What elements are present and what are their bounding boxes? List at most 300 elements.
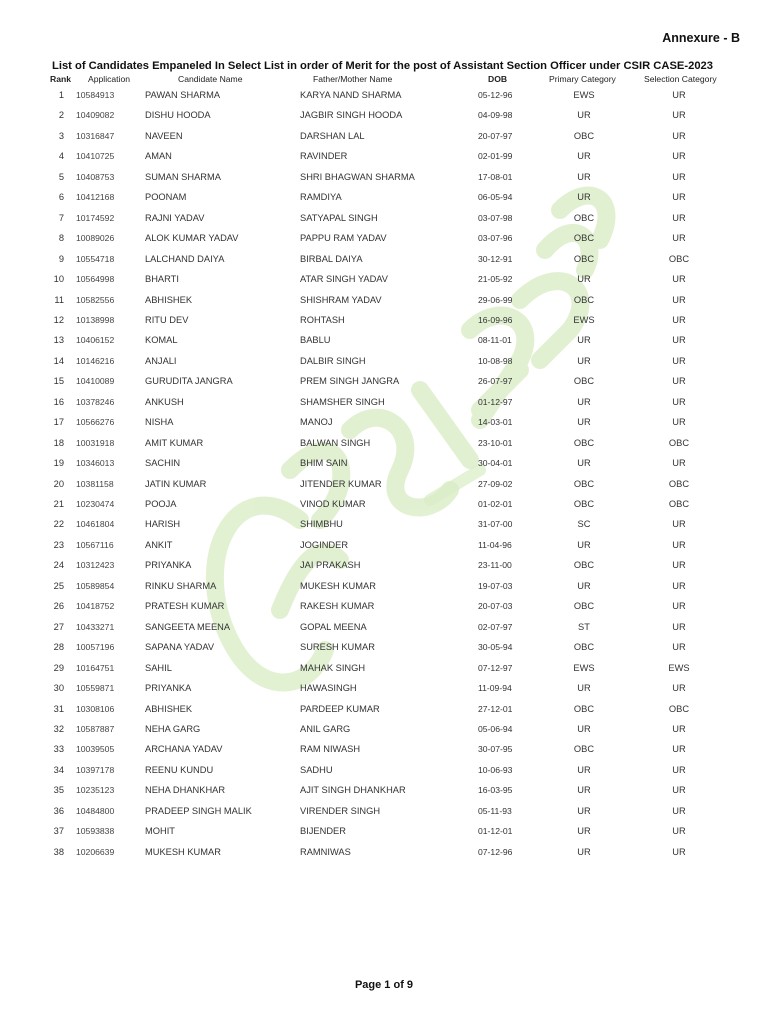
cell-application: 10316847 <box>76 130 115 141</box>
cell-candidate-name: HARISH <box>145 519 181 530</box>
cell-candidate-name: AMAN <box>145 151 172 162</box>
cell-primary-category: EWS <box>573 90 595 100</box>
cell-rank: 2 <box>58 110 64 121</box>
cell-dob: 02-01-99 <box>478 151 513 162</box>
cell-rank: 10 <box>53 274 64 285</box>
cell-selection-category: UR <box>672 764 686 775</box>
cell-application: 10089026 <box>76 233 115 244</box>
cell-rank: 12 <box>53 314 64 325</box>
cell-selection-category: UR <box>672 826 686 837</box>
cell-dob: 03-07-96 <box>478 233 513 244</box>
cell-application: 10554718 <box>76 253 115 264</box>
cell-dob: 02-07-97 <box>478 621 513 632</box>
cell-rank: 22 <box>53 519 64 530</box>
cell-primary-category: UR <box>577 580 591 591</box>
cell-application: 10566276 <box>76 417 115 428</box>
cell-application: 10582556 <box>76 294 115 305</box>
cell-application: 10138998 <box>76 314 115 325</box>
header-selection-category: Selection Category <box>644 74 717 84</box>
table-row <box>0 700 768 720</box>
cell-dob: 05-11-93 <box>478 805 512 816</box>
cell-father-name: JAGBIR SINGH HOODA <box>300 110 403 121</box>
table-row <box>0 168 768 188</box>
table-row <box>0 802 768 822</box>
cell-application: 10593838 <box>76 826 115 837</box>
cell-application: 10346013 <box>76 458 115 469</box>
cell-rank: 6 <box>58 192 64 203</box>
cell-rank: 18 <box>53 437 64 448</box>
cell-primary-category: OBC <box>573 233 595 244</box>
cell-selection-category: UR <box>672 458 686 469</box>
cell-dob: 05-12-96 <box>478 90 513 100</box>
cell-primary-category: UR <box>577 805 591 816</box>
cell-primary-category: EWS <box>573 314 595 325</box>
cell-selection-category: UR <box>672 151 686 162</box>
cell-application: 10408753 <box>76 171 115 182</box>
cell-application: 10235123 <box>76 785 115 796</box>
cell-rank: 17 <box>53 417 64 428</box>
cell-candidate-name: NEHA GARG <box>145 723 201 734</box>
cell-candidate-name: POONAM <box>145 192 187 203</box>
cell-primary-category: OBC <box>573 744 595 755</box>
cell-selection-category: UR <box>672 274 686 285</box>
cell-selection-category: UR <box>672 396 686 407</box>
cell-father-name: SATYAPAL SINGH <box>300 212 378 223</box>
cell-primary-category: OBC <box>573 703 595 714</box>
cell-dob: 27-09-02 <box>478 478 513 489</box>
cell-candidate-name: SAPANA YADAV <box>145 642 215 653</box>
cell-application: 10410089 <box>76 376 115 387</box>
table-row <box>0 311 768 331</box>
cell-father-name: SHIMBHU <box>300 519 343 530</box>
table-row <box>0 393 768 413</box>
cell-father-name: JAI PRAKASH <box>300 560 361 571</box>
cell-rank: 33 <box>53 744 64 755</box>
cell-father-name: VIRENDER SINGH <box>300 805 381 816</box>
cell-rank: 23 <box>53 539 64 550</box>
cell-dob: 10-08-98 <box>478 355 513 366</box>
cell-primary-category: OBC <box>573 130 595 141</box>
cell-father-name: PARDEEP KUMAR <box>300 703 380 714</box>
cell-candidate-name: POOJA <box>145 499 177 509</box>
cell-rank: 26 <box>53 601 64 612</box>
cell-selection-category: UR <box>672 233 686 244</box>
cell-father-name: SADHU <box>300 764 333 775</box>
cell-application: 10567116 <box>76 539 114 550</box>
cell-dob: 01-02-01 <box>478 499 513 509</box>
cell-candidate-name: REENU KUNDU <box>145 764 214 775</box>
cell-father-name: SHISHRAM YADAV <box>300 294 382 305</box>
header-application: Application <box>88 74 131 84</box>
cell-dob: 16-03-95 <box>478 785 513 796</box>
cell-rank: 13 <box>53 335 64 346</box>
cell-candidate-name: ABHISHEK <box>145 703 193 714</box>
cell-application: 10559871 <box>76 683 115 694</box>
cell-candidate-name: SANGEETA MEENA <box>145 621 231 632</box>
cell-candidate-name: BHARTI <box>145 274 179 285</box>
cell-candidate-name: ANJALI <box>145 355 177 366</box>
cell-candidate-name: ALOK KUMAR YADAV <box>145 233 239 244</box>
cell-primary-category: SC <box>577 519 591 530</box>
cell-selection-category: UR <box>672 90 686 100</box>
table-row <box>0 229 768 249</box>
cell-application: 10206639 <box>76 846 115 857</box>
cell-application: 10418752 <box>76 601 115 612</box>
page-number: Page 1 of 9 <box>354 979 414 991</box>
table-row <box>0 188 768 208</box>
cell-selection-category: UR <box>672 560 686 571</box>
table-row <box>0 536 768 556</box>
cell-application: 10164751 <box>76 662 115 673</box>
cell-primary-category: OBC <box>573 437 595 448</box>
cell-father-name: BABLU <box>300 335 331 346</box>
cell-father-name: SURESH KUMAR <box>300 642 375 653</box>
cell-primary-category: OBC <box>573 294 595 305</box>
cell-selection-category: UR <box>672 539 686 550</box>
cell-candidate-name: SUMAN SHARMA <box>145 171 221 182</box>
table-row <box>0 515 768 535</box>
cell-primary-category: OBC <box>573 376 595 387</box>
cell-primary-category: UR <box>577 723 591 734</box>
cell-father-name: RAM NIWASH <box>300 744 361 755</box>
cell-selection-category: UR <box>672 785 686 796</box>
table-row <box>0 475 768 495</box>
cell-dob: 11-09-94 <box>478 683 512 694</box>
cell-dob: 06-05-94 <box>478 192 513 203</box>
cell-candidate-name: LALCHAND DAIYA <box>145 253 225 264</box>
cell-selection-category: UR <box>672 744 686 755</box>
cell-father-name: ANIL GARG <box>300 723 351 734</box>
table-row <box>0 495 768 515</box>
header-rank: Rank <box>50 74 72 84</box>
cell-application: 10587887 <box>76 723 115 734</box>
table-row <box>0 147 768 167</box>
cell-dob: 23-11-00 <box>478 560 512 571</box>
cell-application: 10484800 <box>76 805 115 816</box>
cell-candidate-name: NAVEEN <box>145 130 183 141</box>
table-row <box>0 843 768 863</box>
cell-primary-category: UR <box>577 192 591 203</box>
cell-rank: 19 <box>53 458 64 469</box>
cell-primary-category: UR <box>577 539 591 550</box>
cell-selection-category: OBC <box>668 437 690 448</box>
cell-rank: 25 <box>53 580 64 591</box>
cell-father-name: HAWASINGH <box>300 683 357 694</box>
cell-father-name: BHIM SAIN <box>300 458 348 469</box>
cell-selection-category: OBC <box>668 253 690 264</box>
cell-candidate-name: PRADEEP SINGH MALIK <box>145 805 252 816</box>
cell-application: 10410725 <box>76 151 115 162</box>
cell-application: 10308106 <box>76 703 115 714</box>
cell-dob: 20-07-03 <box>478 601 513 612</box>
cell-selection-category: UR <box>672 110 686 121</box>
cell-dob: 10-06-93 <box>478 764 513 775</box>
cell-primary-category: UR <box>577 110 591 121</box>
cell-primary-category: EWS <box>573 662 595 673</box>
table-row <box>0 618 768 638</box>
cell-father-name: VINOD KUMAR <box>300 499 366 509</box>
table-row <box>0 638 768 658</box>
cell-father-name: BALWAN SINGH <box>300 437 371 448</box>
cell-father-name: RAVINDER <box>300 151 348 162</box>
table-row <box>0 352 768 372</box>
cell-application: 10589854 <box>76 580 115 591</box>
cell-application: 10039505 <box>76 744 115 755</box>
cell-dob: 31-07-00 <box>478 519 513 530</box>
cell-rank: 24 <box>53 560 64 571</box>
cell-candidate-name: SAHIL <box>145 662 172 673</box>
cell-selection-category: UR <box>672 314 686 325</box>
cell-candidate-name: PRATESH KUMAR <box>145 601 225 612</box>
cell-application: 10412168 <box>76 192 115 203</box>
cell-dob: 07-12-96 <box>478 846 513 857</box>
cell-father-name: ROHTASH <box>300 314 345 325</box>
cell-father-name: JITENDER KUMAR <box>300 478 382 489</box>
cell-dob: 26-07-97 <box>478 376 513 387</box>
cell-rank: 27 <box>53 621 64 632</box>
cell-selection-category: OBC <box>668 478 690 489</box>
cell-dob: 30-05-94 <box>478 642 513 653</box>
cell-rank: 15 <box>53 376 64 387</box>
cell-rank: 20 <box>53 478 64 489</box>
cell-selection-category: UR <box>672 294 686 305</box>
cell-candidate-name: NISHA <box>145 417 174 428</box>
cell-candidate-name: ANKUSH <box>145 396 184 407</box>
header-dob: DOB <box>488 74 508 84</box>
cell-primary-category: OBC <box>573 560 595 571</box>
cell-rank: 4 <box>58 151 64 162</box>
cell-primary-category: UR <box>577 764 591 775</box>
cell-father-name: AJIT SINGH DHANKHAR <box>300 785 406 796</box>
cell-father-name: MUKESH KUMAR <box>300 580 376 591</box>
cell-application: 10146216 <box>76 355 115 366</box>
table-row <box>0 822 768 842</box>
cell-application: 10312423 <box>76 560 115 571</box>
cell-application: 10409082 <box>76 110 115 121</box>
cell-rank: 36 <box>53 805 64 816</box>
cell-father-name: DARSHAN LAL <box>300 130 365 141</box>
cell-dob: 29-06-99 <box>478 294 513 305</box>
cell-candidate-name: KOMAL <box>145 335 178 346</box>
cell-candidate-name: NEHA DHANKHAR <box>145 785 226 796</box>
cell-rank: 9 <box>58 253 64 264</box>
cell-selection-category: UR <box>672 376 686 387</box>
cell-rank: 1 <box>58 90 64 100</box>
table-row <box>0 434 768 454</box>
table-row <box>0 720 768 740</box>
cell-selection-category: UR <box>672 417 686 428</box>
cell-dob: 30-07-95 <box>478 744 513 755</box>
cell-candidate-name: DISHU HOODA <box>145 110 211 121</box>
cell-dob: 30-12-91 <box>478 253 513 264</box>
cell-rank: 32 <box>53 723 64 734</box>
cell-candidate-name: JATIN KUMAR <box>145 478 207 489</box>
table-row <box>0 372 768 392</box>
cell-selection-category: UR <box>672 130 686 141</box>
cell-selection-category: UR <box>672 846 686 857</box>
cell-father-name: KARYA NAND SHARMA <box>300 90 402 100</box>
cell-candidate-name: ABHISHEK <box>145 294 193 305</box>
cell-rank: 5 <box>58 171 64 182</box>
cell-application: 10564998 <box>76 274 115 285</box>
table-row <box>0 270 768 290</box>
table-row <box>0 556 768 576</box>
cell-primary-category: OBC <box>573 642 595 653</box>
cell-selection-category: UR <box>672 335 686 346</box>
cell-primary-category: OBC <box>573 478 595 489</box>
cell-dob: 19-07-03 <box>478 580 513 591</box>
cell-dob: 27-12-01 <box>478 703 513 714</box>
cell-primary-category: UR <box>577 396 591 407</box>
cell-father-name: RAKESH KUMAR <box>300 601 375 612</box>
table-row <box>0 679 768 699</box>
cell-father-name: ATAR SINGH YADAV <box>300 274 388 285</box>
cell-rank: 11 <box>54 294 64 305</box>
cell-dob: 11-04-96 <box>478 539 512 550</box>
cell-selection-category: UR <box>672 171 686 182</box>
cell-candidate-name: MOHIT <box>145 826 175 837</box>
cell-candidate-name: SACHIN <box>145 458 181 469</box>
cell-selection-category: UR <box>672 601 686 612</box>
cell-primary-category: UR <box>577 417 591 428</box>
cell-rank: 16 <box>53 396 64 407</box>
cell-father-name: RAMNIWAS <box>300 846 351 857</box>
page-title: List of Candidates Empaneled In Select List in order of Merit for the post of Assistant Section Officer under CSIR CASE-2023 <box>52 60 714 72</box>
cell-application: 10031918 <box>76 437 115 448</box>
cell-rank: 35 <box>53 785 64 796</box>
cell-application: 10397178 <box>76 764 115 775</box>
cell-selection-category: UR <box>672 519 686 530</box>
table-row <box>0 659 768 679</box>
table-row <box>0 577 768 597</box>
table-row <box>0 781 768 801</box>
cell-candidate-name: RINKU SHARMA <box>145 580 217 591</box>
cell-primary-category: OBC <box>573 499 595 509</box>
cell-father-name: PAPPU RAM YADAV <box>300 233 387 244</box>
cell-primary-category: UR <box>577 151 591 162</box>
cell-father-name: BIJENDER <box>300 826 346 837</box>
cell-primary-category: UR <box>577 846 591 857</box>
table-row <box>0 86 768 106</box>
table-row <box>0 127 768 147</box>
cell-candidate-name: RAJNI YADAV <box>145 212 205 223</box>
table-row <box>0 106 768 126</box>
cell-dob: 23-10-01 <box>478 437 513 448</box>
cell-primary-category: UR <box>577 355 591 366</box>
cell-father-name: MANOJ <box>300 417 333 428</box>
cell-dob: 01-12-97 <box>478 396 513 407</box>
cell-father-name: SHAMSHER SINGH <box>300 396 385 407</box>
table-row <box>0 597 768 617</box>
cell-dob: 07-12-97 <box>478 662 513 673</box>
cell-selection-category: UR <box>672 580 686 591</box>
cell-selection-category: UR <box>672 212 686 223</box>
header-primary-category: Primary Category <box>549 74 616 84</box>
table-row <box>0 209 768 229</box>
cell-father-name: SHRI BHAGWAN SHARMA <box>300 171 415 182</box>
cell-candidate-name: GURUDITA JANGRA <box>145 376 233 387</box>
cell-application: 10461804 <box>76 519 115 530</box>
cell-father-name: DALBIR SINGH <box>300 355 366 366</box>
cell-father-name: RAMDIYA <box>300 192 342 203</box>
cell-rank: 8 <box>58 233 64 244</box>
cell-candidate-name: PAWAN SHARMA <box>145 90 221 100</box>
cell-candidate-name: PRIYANKA <box>145 683 192 694</box>
cell-dob: 21-05-92 <box>478 274 513 285</box>
table-row <box>0 250 768 270</box>
cell-primary-category: ST <box>578 621 590 632</box>
cell-rank: 30 <box>53 683 64 694</box>
cell-primary-category: UR <box>577 274 591 285</box>
cell-primary-category: OBC <box>573 253 595 264</box>
cell-father-name: PREM SINGH JANGRA <box>300 376 400 387</box>
table-row <box>0 761 768 781</box>
cell-application: 10584913 <box>76 90 115 100</box>
cell-candidate-name: PRIYANKA <box>145 560 192 571</box>
cell-primary-category: UR <box>577 785 591 796</box>
cell-rank: 37 <box>53 826 64 837</box>
annexure-label: Annexure - B <box>662 31 740 45</box>
cell-selection-category: UR <box>672 805 686 816</box>
cell-selection-category: UR <box>672 621 686 632</box>
cell-rank: 14 <box>53 355 64 366</box>
table-row <box>0 413 768 433</box>
cell-application: 10406152 <box>76 335 115 346</box>
cell-selection-category: UR <box>672 355 686 366</box>
cell-candidate-name: ANKIT <box>145 539 173 550</box>
header-father-name: Father/Mother Name <box>313 74 393 84</box>
cell-rank: 7 <box>58 212 64 223</box>
cell-candidate-name: RITU DEV <box>145 314 189 325</box>
cell-selection-category: OBC <box>668 703 690 714</box>
cell-candidate-name: ARCHANA YADAV <box>145 744 223 755</box>
cell-dob: 14-03-01 <box>478 417 513 428</box>
header-candidate-name: Candidate Name <box>178 74 243 84</box>
cell-primary-category: OBC <box>573 601 595 612</box>
cell-selection-category: UR <box>672 683 686 694</box>
cell-primary-category: UR <box>577 335 591 346</box>
cell-selection-category: UR <box>672 192 686 203</box>
cell-application: 10378246 <box>76 396 115 407</box>
cell-selection-category: UR <box>672 642 686 653</box>
cell-dob: 03-07-98 <box>478 212 513 223</box>
cell-father-name: JOGINDER <box>300 539 349 550</box>
cell-primary-category: UR <box>577 171 591 182</box>
table-row <box>0 331 768 351</box>
cell-primary-category: OBC <box>573 212 595 223</box>
cell-rank: 31 <box>53 703 64 714</box>
cell-dob: 08-11-01 <box>478 335 512 346</box>
cell-application: 10381158 <box>76 478 114 489</box>
cell-rank: 29 <box>53 662 64 673</box>
cell-rank: 28 <box>53 642 64 653</box>
cell-primary-category: UR <box>577 458 591 469</box>
cell-selection-category: EWS <box>668 662 690 673</box>
cell-dob: 20-07-97 <box>478 130 513 141</box>
cell-dob: 04-09-98 <box>478 110 513 121</box>
cell-dob: 17-08-01 <box>478 171 513 182</box>
cell-rank: 38 <box>53 846 64 857</box>
cell-dob: 05-06-94 <box>478 723 513 734</box>
cell-candidate-name: MUKESH KUMAR <box>145 846 221 857</box>
cell-dob: 01-12-01 <box>478 826 513 837</box>
cell-primary-category: UR <box>577 826 591 837</box>
cell-dob: 30-04-01 <box>478 458 513 469</box>
cell-father-name: GOPAL MEENA <box>300 621 367 632</box>
cell-application: 10174592 <box>76 212 115 223</box>
cell-candidate-name: AMIT KUMAR <box>145 437 204 448</box>
cell-application: 10433271 <box>76 621 115 632</box>
